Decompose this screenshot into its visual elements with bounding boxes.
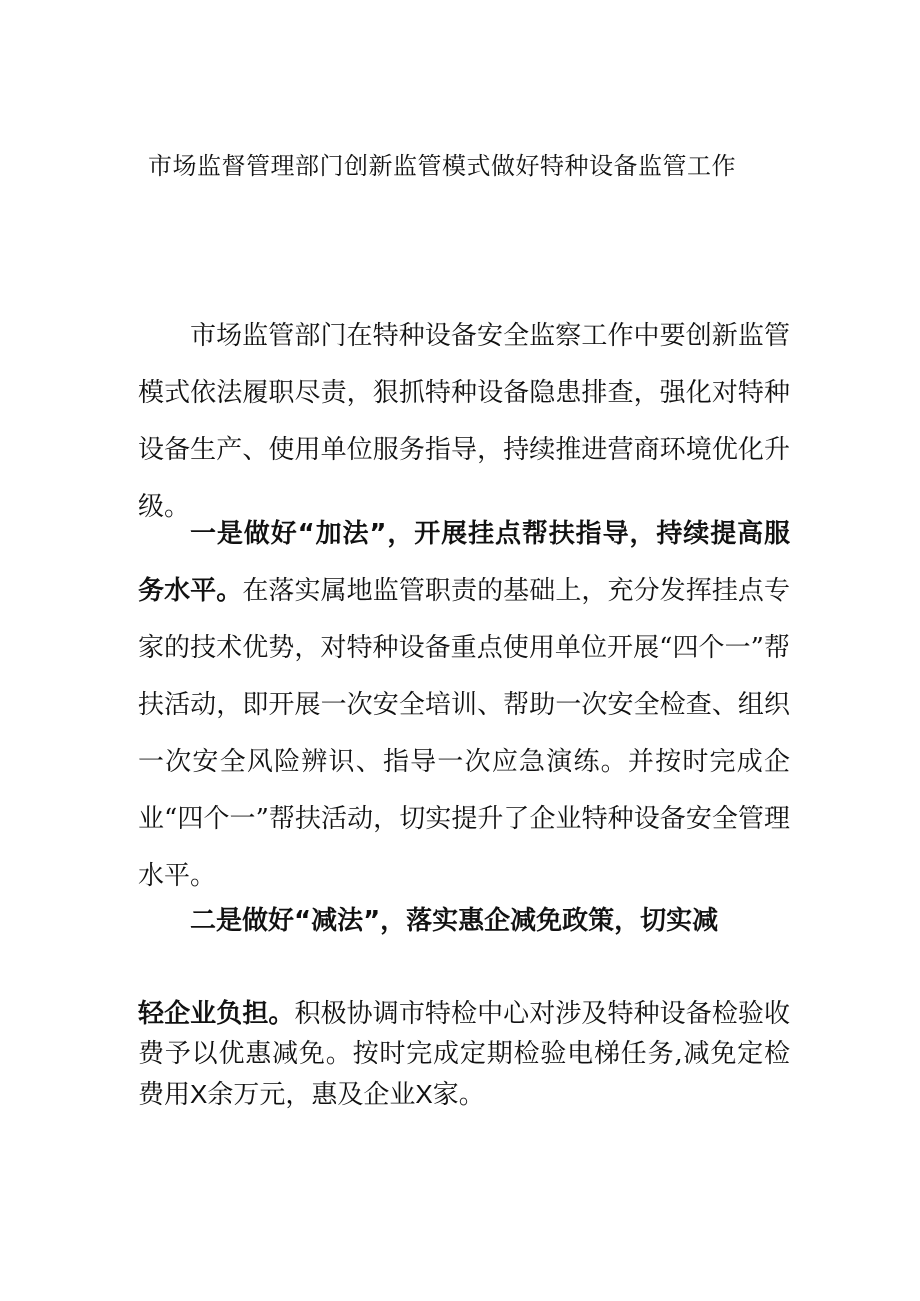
document-title: 市场监督管理部门创新监管模式做好特种设备监管工作 xyxy=(148,152,736,180)
section1-body: 在落实属地监管职责的基础上，充分发挥挂点专家的技术优势，对特种设备重点使用单位开展“四个一”帮扶活动，即开展一次安全培训、帮助一次安全检查、组织一次安全风险辨识、指导一次应急演练。并按时完成企业“四个一”帮扶活动，切实提升了企业特种设备安全管理水平。 xyxy=(138,576,790,891)
placeholder-x-amount: X xyxy=(190,1079,208,1109)
section2-heading-line2: 轻企业负担。 xyxy=(138,999,295,1029)
section2-body-part1: 积极协调市特检中心对涉及特种设备检验收费予以优惠减免。按时完成定期检验电梯任务,减免定检费用 xyxy=(138,999,790,1110)
intro-paragraph: 市场监管部门在特种设备安全监察工作中要创新监管模式依法履职尽责，狠抓特种设备隐患排查，强化对特种设备生产、使用单位服务指导，持续推进营商环境优化升级。 xyxy=(138,321,790,522)
section2-heading-text: 二是做好“减法”，落实惠企减免政策，切实减 xyxy=(190,906,719,936)
section2-body-part2: 余万元，惠及企业 xyxy=(207,1080,416,1110)
section1-heading: 一是做好“加法”，开展挂点帮扶指导，持续提高服务水平。 xyxy=(138,519,790,606)
section2-heading-line1 xyxy=(138,893,790,950)
placeholder-x-count: X xyxy=(415,1079,433,1109)
section2-paragraph xyxy=(138,994,790,1115)
section1-paragraph xyxy=(138,506,790,905)
section2-body-part3: 家。 xyxy=(432,1080,485,1110)
